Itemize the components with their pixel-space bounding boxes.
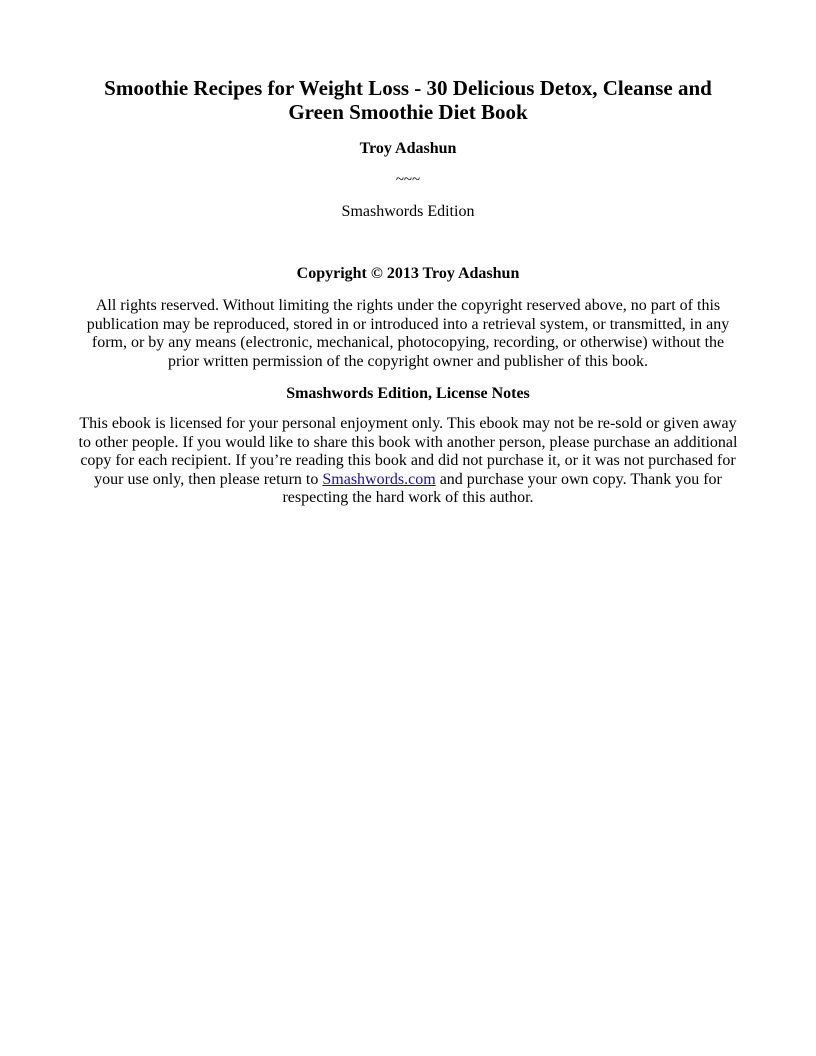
rights-line: All rights reserved. Without limiting the rights under the copyright reserved above, no part of this [95,297,721,314]
section-separator: ~~~ [395,172,421,188]
rights-line: prior written permission of the copyright owner and publisher of this book. [168,352,648,370]
rights-line: form, or by any means (electronic, mechanical, photocopying, recording, or otherwise) without the [91,334,725,352]
rights-line: publication may be reproduced, stored in or introduced into a retrieval system, or transmitted, in any [86,315,730,333]
rights-paragraph [72,297,744,371]
book-title-line-2: Green Smoothie Diet Book [288,100,528,124]
smashwords-link[interactable]: Smashwords.com [322,470,436,488]
book-title-line-1: Smoothie Recipes for Weight Loss - 30 Delicious Detox, Cleanse and [104,76,712,100]
edition-label: Smashwords Edition [341,203,475,220]
author-name: Troy Adashun [359,140,457,157]
license-line-text: and purchase your own copy. Thank you for [435,470,722,488]
copyright-heading: Copyright © 2013 Troy Adashun [296,265,520,282]
license-line: to other people. If you would like to share this book with another person, please purchase an additional [78,433,738,451]
license-line: copy for each recipient. If you’re reading this book and did not purchase it, or it was not purchased for [80,452,736,470]
license-line: This ebook is licensed for your personal enjoyment only. This ebook may not be re-sold or given away [79,415,737,432]
license-paragraph [72,415,744,508]
license-line-text: your use only, then please return to [94,470,323,488]
license-heading: Smashwords Edition, License Notes [286,385,530,402]
license-line: respecting the hard work of this author. [282,489,534,507]
book-title [72,76,744,124]
